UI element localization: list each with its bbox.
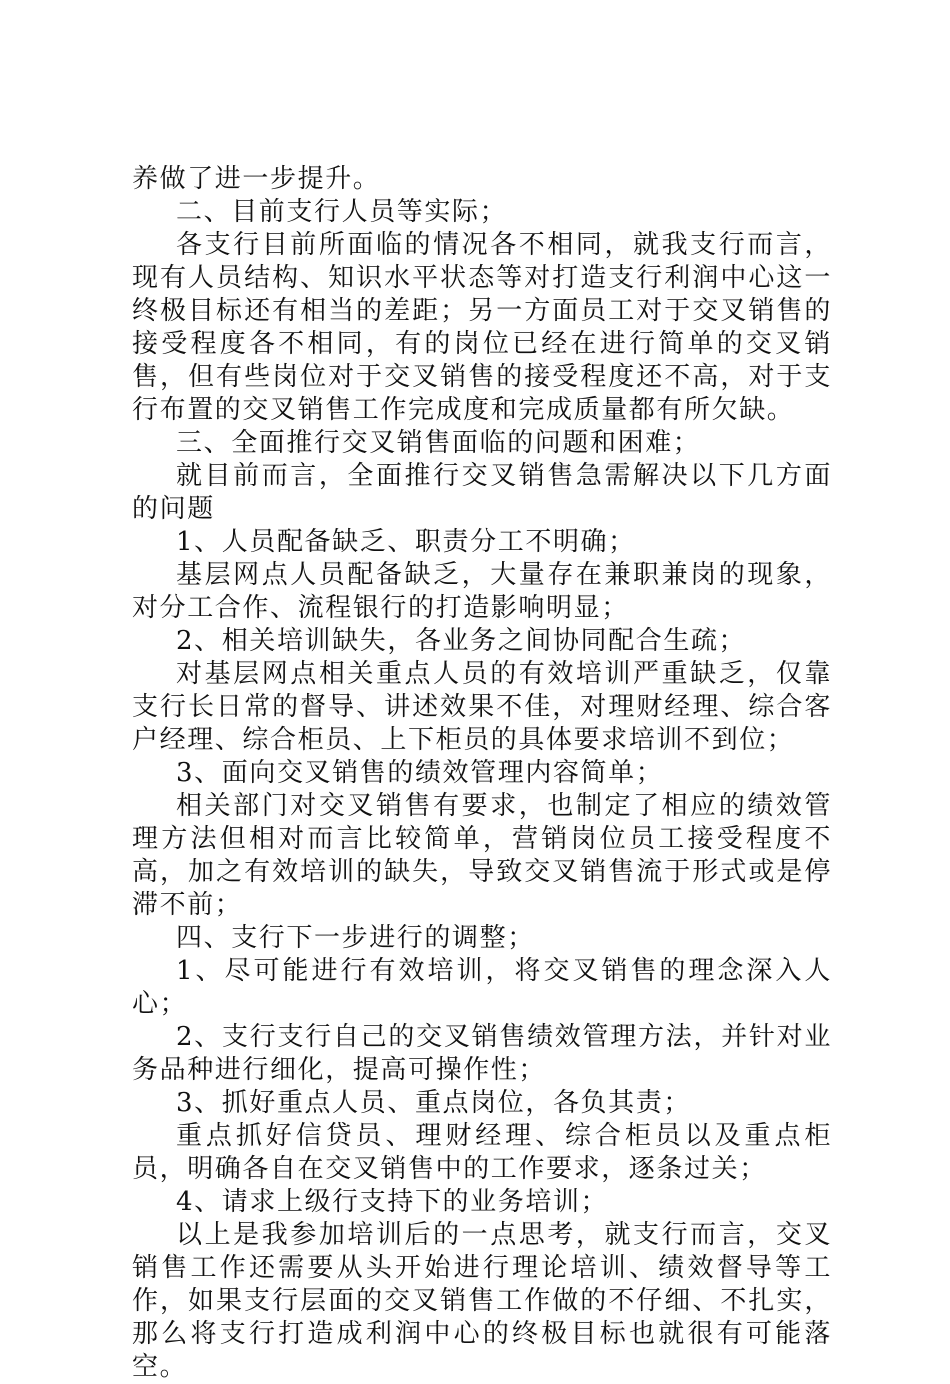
paragraph-performance: 相关部门对交叉销售有要求，也制定了相应的绩效管理方法但相对而言比较简单，营销岗位员工接受程度不高，加之有效培训的缺失，导致交叉销售流于形式或是停滞不前； <box>132 791 832 920</box>
paragraph-key-staff: 重点抓好信贷员、理财经理、综合柜员以及重点柜员，明确各自在交叉销售中的工作要求，逐条过关； <box>132 1121 832 1184</box>
section-heading-2: 二、目前支行人员等实际； <box>176 197 508 227</box>
list-item-heading-1: 1、人员配备缺乏、职责分工不明确； <box>176 527 636 557</box>
adjustment-item-2: 2、支行支行自己的交叉销售绩效管理方法，并针对业务品种进行细化，提高可操作性； <box>132 1022 832 1085</box>
list-item-heading-2: 2、相关培训缺失，各业务之间协同配合生疏； <box>176 626 747 656</box>
section-heading-4: 四、支行下一步进行的调整； <box>176 923 535 953</box>
section-heading-3: 三、全面推行交叉销售面临的问题和困难； <box>176 428 701 458</box>
paragraph-training: 对基层网点相关重点人员的有效培训严重缺乏，仅靠支行长日常的督导、讲述效果不佳，对理财经理、综合客户经理、综合柜员、上下柜员的具体要求培训不到位； <box>132 659 832 755</box>
adjustment-item-4: 4、请求上级行支持下的业务培训； <box>176 1187 609 1217</box>
paragraph-problems-intro: 就目前而言，全面推行交叉销售急需解决以下几方面的问题 <box>132 461 832 524</box>
adjustment-item-1: 1、尽可能进行有效培训，将交叉销售的理念深入人心； <box>132 956 832 1019</box>
list-item-heading-3: 3、面向交叉销售的绩效管理内容简单； <box>176 758 664 788</box>
document-body <box>132 163 832 1384</box>
paragraph-conclusion: 以上是我参加培训后的一点思考，就支行而言，交叉销售工作还需要从头开始进行理论培训、绩效督导等工作，如果支行层面的交叉销售工作做的不仔细、不扎实，那么将支行打造成利润中心的终极目标也就很有可能落空。 <box>132 1220 832 1382</box>
paragraph-staff-status: 各支行目前所面临的情况各不相同，就我支行而言，现有人员结构、知识水平状态等对打造支行利润中心这一终极目标还有相当的差距；另一方面员工对于交叉销售的接受程度各不相同，有的岗位已经在进行简单的交叉销售，但有些岗位对于交叉销售的接受程度还不高，对于支行布置的交叉销售工作完成度和完成质量都有所欠缺。 <box>132 230 832 425</box>
paragraph-staffing: 基层网点人员配备缺乏，大量存在兼职兼岗的现象，对分工合作、流程银行的打造影响明显； <box>132 560 832 623</box>
adjustment-item-3: 3、抓好重点人员、重点岗位，各负其责； <box>176 1088 691 1118</box>
paragraph-continuation: 养做了进一步提升。 <box>132 164 381 194</box>
